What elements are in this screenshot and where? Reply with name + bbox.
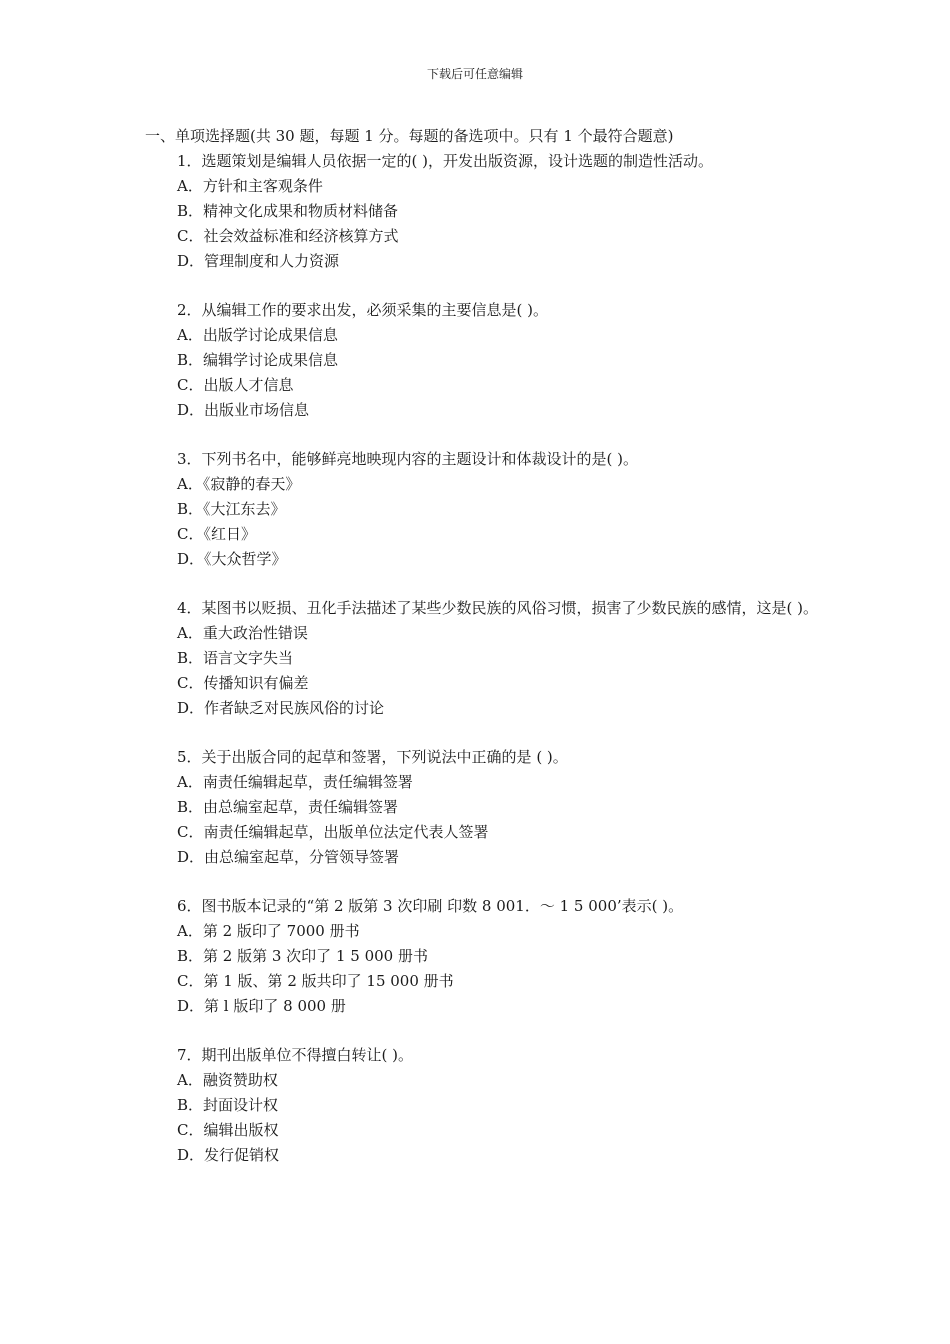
- question-stem: 2．从编辑工作的要求出发，必须采集的主要信息是( )。: [177, 301, 549, 319]
- option-b: B．编辑学讨论成果信息: [177, 351, 339, 369]
- question-stem: 5．关于出版合同的起草和签署，下列说法中正确的是 ( )。: [177, 748, 568, 766]
- option-d: D．管理制度和人力资源: [177, 252, 340, 270]
- question-stem: 1．选题策划是编辑人员依据一定的( )，开发出版资源，设计选题的制造性活动。: [177, 152, 714, 170]
- option-d: D．《大众哲学》: [177, 550, 287, 568]
- question-stem: 6．图书版本记录的“第 2 版第 3 次印刷 印数 8 001．～ 1 5 000’表示( )。: [177, 897, 684, 915]
- option-c: C．编辑出版权: [177, 1121, 279, 1139]
- question-3: [145, 447, 825, 572]
- option-b: B．《大江东去》: [177, 500, 286, 518]
- question-4: [145, 596, 825, 721]
- option-c: C．《红日》: [177, 525, 256, 543]
- option-c: C．社会效益标准和经济核算方式: [177, 227, 399, 245]
- option-b: B．精神文化成果和物质材料储备: [177, 202, 399, 220]
- question-stem: 4．某图书以贬损、丑化手法描述了某些少数民族的风俗习惯，损害了少数民族的感情，这是( )。: [177, 599, 819, 617]
- option-b: B．第 2 版第 3 次印了 1 5 000 册书: [177, 947, 428, 965]
- option-a: A．第 2 版印了 7000 册书: [177, 922, 360, 940]
- option-c: C．传播知识有偏差: [177, 674, 309, 692]
- option-b: B．由总编室起草，责任编辑签署: [177, 798, 399, 816]
- exam-content: [145, 124, 825, 1192]
- section-title: 一、单项选择题(共 30 题，每题 1 分。每题的备选项中。只有 1 个最符合题意): [145, 127, 674, 145]
- option-b: B．封面设计权: [177, 1096, 279, 1114]
- option-b: B．语言文字失当: [177, 649, 294, 667]
- page-header: 下载后可任意编辑: [426, 67, 523, 81]
- option-c: C．出版人才信息: [177, 376, 294, 394]
- option-c: C．第 1 版、第 2 版共印了 15 000 册书: [177, 972, 454, 990]
- option-a: A．融资赞助权: [177, 1071, 278, 1089]
- option-d: D．作者缺乏对民族风俗的讨论: [177, 699, 385, 717]
- question-5: [145, 745, 825, 870]
- option-a: A．方针和主客观条件: [177, 177, 323, 195]
- question-2: [145, 298, 825, 423]
- option-a: A．南责任编辑起草，责任编辑签署: [177, 773, 413, 791]
- question-stem: 3．下列书名中，能够鲜亮地映现内容的主题设计和体裁设计的是( )。: [177, 450, 639, 468]
- option-a: A．重大政治性错误: [177, 624, 308, 642]
- option-c: C．南责任编辑起草，出版单位法定代表人签署: [177, 823, 489, 841]
- option-a: A．《寂静的春天》: [177, 475, 301, 493]
- option-a: A．出版学讨论成果信息: [177, 326, 338, 344]
- question-6: [145, 894, 825, 1019]
- option-d: D．发行促销权: [177, 1146, 280, 1164]
- question-1: [145, 149, 825, 274]
- question-stem: 7．期刊出版单位不得擅白转让( )。: [177, 1046, 414, 1064]
- option-d: D．第 l 版印了 8 000 册: [177, 997, 346, 1015]
- option-d: D．由总编室起草，分管领导签署: [177, 848, 400, 866]
- question-7: [145, 1043, 825, 1168]
- option-d: D．出版业市场信息: [177, 401, 310, 419]
